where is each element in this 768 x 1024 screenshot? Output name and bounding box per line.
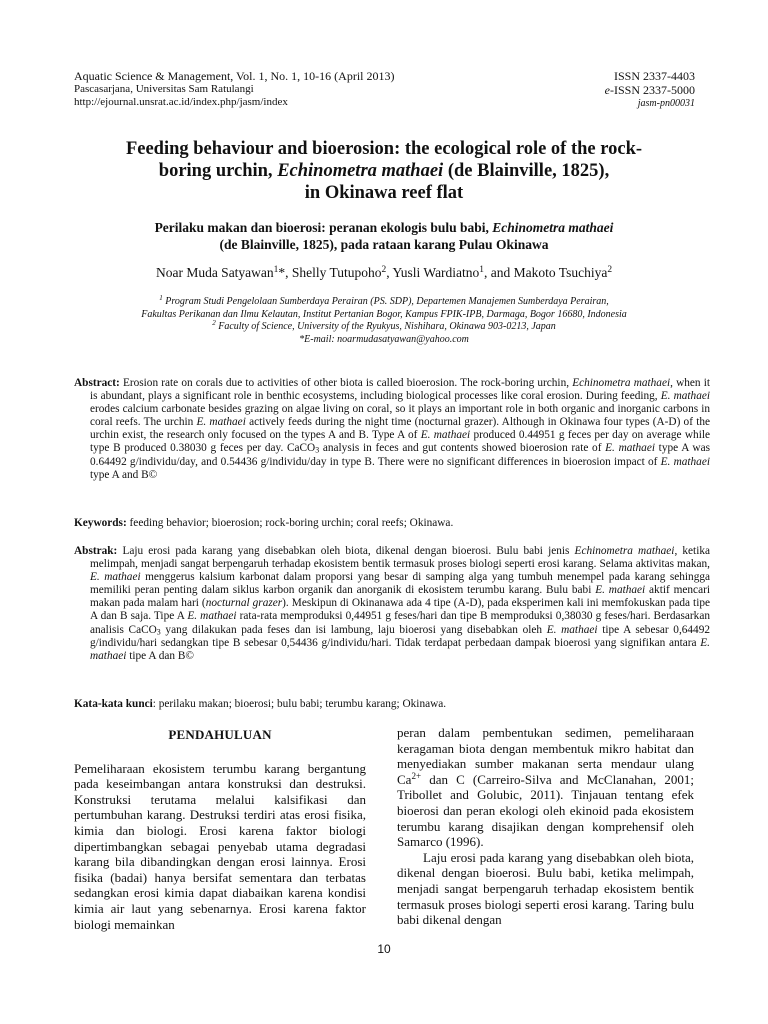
species-name: E. mathaei — [605, 442, 655, 455]
intro-left-column — [74, 727, 366, 932]
species-name: E. mathaei — [420, 429, 471, 442]
species-name: E. mathaei — [660, 390, 710, 403]
keywords-text: feeding behavior; bioerosion; rock-boring urchin; coral reefs; Okinawa. — [126, 517, 454, 529]
species-name: E. mathaei — [90, 636, 710, 662]
subscript: 3 — [315, 446, 320, 456]
affiliation-1-cont: Fakultas Perikanan dan Ilmu Kelautan, Institut Pertanian Bogor, Kampus FPIK-IPB, Darmaga, Bogor 16680, Indonesia — [141, 308, 627, 320]
keywords-id — [74, 698, 694, 711]
species-name: Echinometra mathaei — [574, 545, 675, 557]
keywords-en — [74, 517, 694, 530]
abstrak-text: ). Meskipun di Okinanawa ada 4 tipe (A-D), pada eksperimen kali ini memfokuskan pada tipe A dan B saja. Tipe A — [90, 597, 710, 623]
intro-right-column — [397, 725, 694, 928]
abstract-en — [74, 377, 710, 482]
affiliation-1 — [70, 296, 698, 309]
abstract-text: type A and B© — [90, 468, 158, 481]
abstract-id — [74, 545, 710, 663]
abstrak-text: aktif mencari makan pada malam hari ( — [90, 584, 710, 610]
author-separator: , and — [484, 265, 514, 280]
paragraph-text: dan C (Carreiro-Silva and McClanahan, 2001; Tribollet and Golubic, 2011). Tinjauan tentang efek bioerosi dan peran ekologi oleh ekinoid pada ekosistem terumbu karang disajikan dengan komprehensif oleh Samarco (1996). — [397, 771, 694, 850]
author — [393, 265, 514, 280]
subtitle-line-1 — [70, 219, 698, 236]
species-name: Echinometra mathaei — [572, 377, 671, 389]
eissn-prefix: e — [604, 83, 610, 97]
abstract-text: analysis in feces and gut contents showed bioerosion rate of — [319, 442, 606, 455]
abstrak-text: , ketika melimpah, menjadi sangat berpengaruh terhadap ekosistem bentik termasuk proses biologi seperti erosi karang. Selama aktivitas makan, — [90, 545, 710, 571]
katakunci-label: Kata-kata kunci — [74, 698, 153, 710]
abstrak-text: tipe A sebesar 0,64492 g/individu/hari sedangkan tipe B sebesar 0,54436 g/individu/hari. Tidak terdapat perbedaan dampak bioerosi yang signifikan antara — [90, 623, 711, 649]
abstrak-text: menggerus kalsium karbonat dalam proporsi yang besar di samping alga yang tumbuh menempel pada karang sehingga memiliki peran penting dalam siklus karbon organik dan anorganik di ekosistem terumbu karang. Bulu babi — [90, 571, 711, 597]
author-separator: , — [386, 265, 393, 280]
affiliations — [70, 296, 698, 346]
paragraph — [397, 725, 694, 850]
abstract-text: type A was 0.64492 g/individu/day, and 0.54436 g/individu/day in type B. There were no significant differences in bioerosion impact of — [90, 442, 711, 468]
eissn — [605, 83, 695, 97]
section-heading: PENDAHULUAN — [168, 727, 272, 742]
species-name: E. mathaei — [90, 571, 141, 584]
title-text: (de Blainville, 1825), — [443, 161, 610, 181]
abstract-text: erodes calcium carbonate besides grazing on algae living on coral, so it plays an important role in both organic and inorganic carbons in coral reefs. The urchin — [90, 403, 710, 429]
subtitle-text: Perilaku makan dan bioerosi: peranan ekologis bulu babi, — [154, 220, 493, 235]
author-separator: *, — [278, 265, 292, 280]
title-species: Echinometra mathaei — [277, 161, 444, 181]
author-name: Noar Muda Satyawan — [155, 265, 274, 280]
author — [156, 265, 292, 280]
affil-text: Program Studi Pengelolaan Sumberdaya Perairan (PS. SDP), Departemen Manajemen Sumberdaya Perairan, — [162, 296, 609, 307]
eissn-number: -ISSN 2337-5000 — [609, 83, 695, 97]
subtitle-species: Echinometra mathaei — [492, 220, 614, 235]
title-line-3: in Okinawa reef flat — [304, 183, 464, 203]
publisher: Pascasarjana, Universitas Sam Ratulangi — [74, 83, 254, 95]
issn: ISSN 2337-4403 — [613, 69, 695, 83]
paragraph-text: peran dalam pembentukan sedimen, pemeliharaan keragaman biota dengan membentuk mikro habitat dan menyediakan sumber makanan serta mendaur ulang Ca — [397, 725, 694, 787]
term-italic: nocturnal grazer — [205, 597, 283, 610]
abstrak-label: Abstrak: — [74, 545, 118, 557]
author — [514, 265, 612, 280]
abstrak-text: tipe A dan B© — [126, 649, 194, 662]
author — [292, 265, 393, 280]
affil-mark: 2 — [212, 319, 216, 328]
title-text: boring urchin, — [158, 161, 278, 181]
abstract-label: Abstract: — [74, 377, 120, 389]
author-affil-mark: 1 — [479, 264, 485, 275]
abstract-text: , when it is abundant, plays a significant role in benthic ecosystems, including biological processes like coral erosion. During feeding, — [90, 377, 710, 403]
species-name: E. mathaei — [187, 610, 237, 623]
affil-text: Faculty of Science, University of the Ryukyus, Nishihara, Okinawa 903-0213, Japan — [215, 321, 556, 332]
katakunci-text: : perilaku makan; bioerosi; bulu babi; terumbu karang; Okinawa. — [152, 698, 447, 710]
author-affil-mark: 1 — [273, 264, 279, 275]
author-affil-mark: 2 — [381, 264, 387, 275]
affil-mark: 1 — [159, 294, 163, 303]
issn-block — [605, 69, 695, 110]
abstract-text: actively feeds during the night time (nocturnal grazer). Although in Okinawa four types (A-D) of the urchin exist, the research only focused on the types A and B. Type A of — [90, 416, 710, 442]
author-name: Makoto Tsuchiya — [513, 265, 608, 280]
title-line-2 — [70, 160, 698, 182]
subscript: 3 — [156, 627, 161, 637]
paragraph: Pemeliharaan ekosistem terumbu karang bergantung pada keseimbangan antara konstruksi dan destruksi. Konstruksi terutama melalui kalsifikasi dan pertumbuhan karang. Destruksi terdiri atas erosi fisika, kimia dan biologi. Erosi karena faktor biologi dipertimbangkan sebagai penyebab utama degradasi karang bila dibandingkan dengan erosi lainnya. Erosi fisika (badai) hanya bersifat sementara dan terbatas sedangkan erosi kimia dapat diabaikan karena kondisi kimia air laut yang sebenarnya. Erosi karena faktor biologi memainkan — [74, 760, 366, 932]
abstract-text: Erosion rate on corals due to activities of other biota is called bioerosion. The rock-boring urchin, — [119, 377, 573, 389]
corresponding-email: *E-mail: noarmudasatyawan@yahoo.com — [299, 333, 469, 345]
superscript: 2+ — [411, 770, 422, 781]
article-subtitle — [70, 219, 698, 253]
title-line-1: Feeding behaviour and bioerosion: the ecological role of the rock- — [125, 139, 643, 159]
author-affil-mark: 2 — [607, 264, 613, 275]
subtitle-line-2: (de Blainville, 1825), pada rataan karang Pulau Okinawa — [219, 237, 549, 252]
article-title — [70, 138, 698, 204]
author-name: Shelly Tutupoho — [291, 265, 382, 280]
species-name: E. mathaei — [546, 623, 598, 636]
author-list — [70, 264, 698, 281]
author-name: Yusli Wardiatno — [392, 265, 480, 280]
abstract-text: produced 0.44951 g feces per day on average while type B produced 0.38030 g feces per day. CaCO — [90, 429, 710, 455]
paragraph: Laju erosi pada karang yang disebabkan oleh biota, dikenal dengan bioerosi. Bulu babi, ketika melimpah, menjadi sangat berpengaruh terhadap ekosistem bentik termasuk proses biologi seperti erosi karang. Taring bulu babi dikenal dengan — [397, 849, 694, 928]
keywords-label: Keywords: — [74, 517, 127, 529]
journal-url[interactable]: http://ejournal.unsrat.ac.id/index.php/jasm/index — [74, 96, 288, 108]
affiliation-2 — [70, 321, 698, 334]
abstrak-text: yang dilakukan pada feses dan isi lambung, laju bioerosi yang disebabkan oleh — [160, 623, 547, 636]
journal-header — [74, 69, 395, 109]
species-name: E. mathaei — [595, 584, 646, 597]
journal-citation: Aquatic Science & Management, Vol. 1, No. 1, 10-16 (April 2013) — [74, 69, 395, 83]
page-number: 10 — [377, 942, 391, 956]
abstrak-text: Laju erosi pada karang yang disebabkan oleh biota, dikenal dengan bioerosi. Bulu babi jenis — [117, 545, 575, 557]
article-code: jasm-pn00031 — [637, 98, 695, 109]
species-name: E. mathaei — [660, 455, 710, 468]
abstrak-text: rata-rata memproduksi 0,44951 g feses/hari dan tipe B memproduksi 0,38030 g feses/hari. Berdasarkan analisis CaCO — [90, 610, 710, 636]
species-name: E. mathaei — [196, 416, 246, 429]
